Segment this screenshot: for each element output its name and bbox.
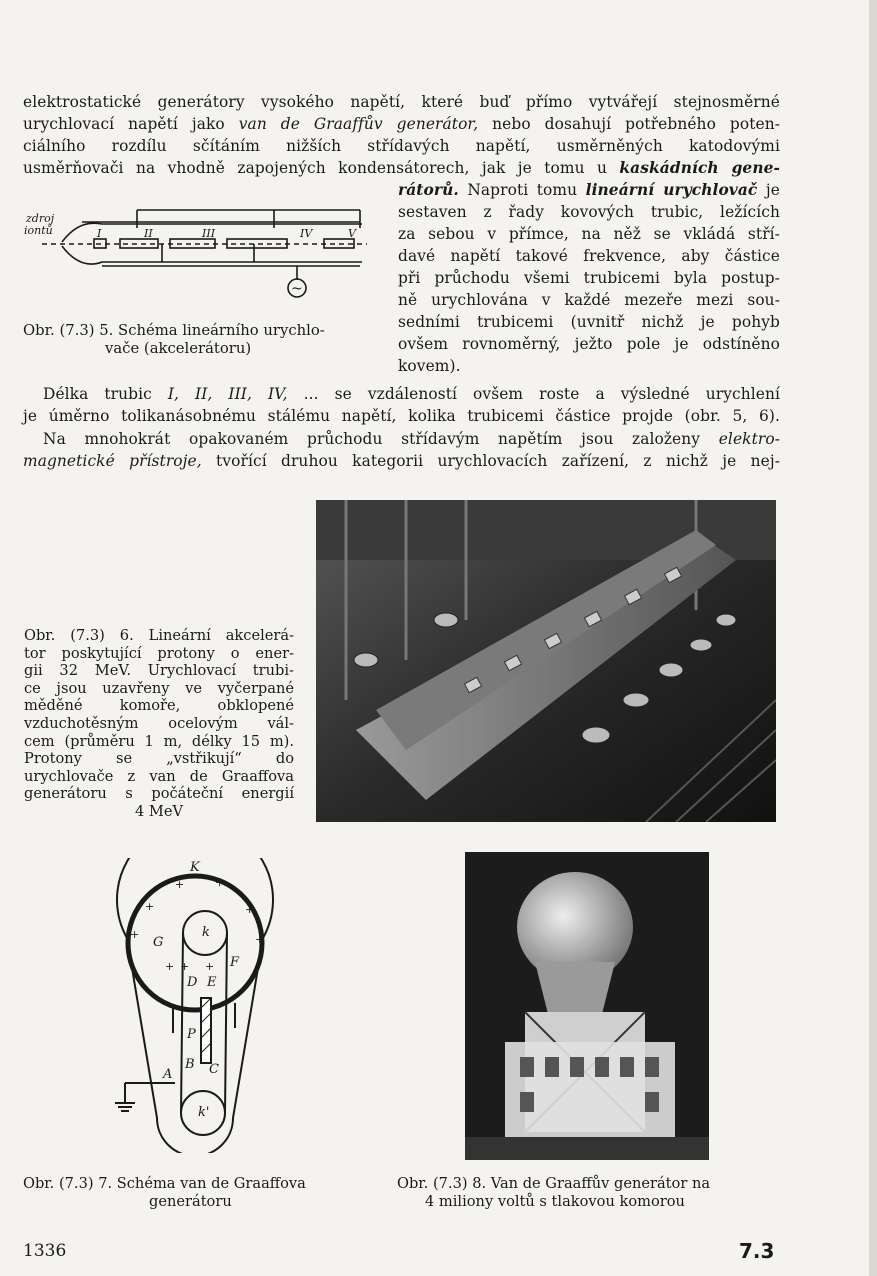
svg-text:+: + <box>145 900 155 913</box>
paragraph-1-top <box>23 91 780 179</box>
source-label-2: iontů <box>24 224 53 237</box>
svg-text:+: + <box>255 933 265 946</box>
text-line: usměrňovači na vhodně zapojených kondensátorech, jak je tomu u kaskádních gene- <box>23 159 780 177</box>
label-B: B <box>185 1057 195 1072</box>
label-k-prime: k' <box>198 1105 210 1120</box>
text-line: urychlovací napětí jako van de Graaffův generátor, nebo dosahují potřebného poten- <box>23 115 781 133</box>
text-line: magnetické přístroje, tvořící druhou kategorii urychlovacích zařízení, z nichž je nej- <box>23 452 781 470</box>
svg-text:+: + <box>165 960 175 973</box>
svg-text:+: + <box>215 876 225 889</box>
text-line: kovem). <box>398 357 461 375</box>
tube-label-2: II <box>144 227 153 240</box>
svg-text:+: + <box>130 928 140 941</box>
paragraph-2 <box>23 383 780 427</box>
paragraph-3 <box>23 428 780 472</box>
label-C: C <box>209 1062 219 1077</box>
van-de-graaff-photo-art <box>465 852 709 1160</box>
van-de-graaff-photo <box>465 852 709 1160</box>
linear-accelerator-photo <box>316 500 776 822</box>
label-K: K <box>190 860 200 875</box>
tube-label-3: III <box>202 227 216 240</box>
text-line: sestaven z řady kovových trubic, ležících <box>398 203 780 221</box>
label-A: A <box>163 1067 173 1082</box>
paragraph-1-column <box>398 179 780 377</box>
section-number: 7.3 <box>739 1239 775 1263</box>
text-line: ovšem rovnoměrný, ježto pole je odstíněno <box>398 335 780 353</box>
svg-text:+: + <box>205 960 215 973</box>
figure-8-caption: Obr. (7.3) 8. Van de Graaffův generátor na 4 miliony voltů s tlakovou komorou <box>397 1175 711 1210</box>
ac-source-symbol: ~ <box>291 281 303 297</box>
label-E: E <box>207 975 217 990</box>
label-D: D <box>187 975 198 990</box>
text-line: je úměrno tolikanásobnému stálému napětí, kolika trubicemi částice projde (obr. 5, 6). <box>23 407 780 425</box>
svg-text:+: + <box>245 903 255 916</box>
label-P: P <box>187 1027 196 1042</box>
van-de-graaff-diagram <box>105 858 285 1153</box>
linear-accelerator-photo-art <box>316 500 776 822</box>
tube-label-5: V <box>348 227 356 240</box>
tube-label-1: I <box>97 227 102 240</box>
text-line: při průchodu všemi trubicemi byla postup- <box>398 269 780 287</box>
tube-label-4: IV <box>300 227 313 240</box>
text-line: elektrostatické generátory vysokého napětí, které buď přímo vytvářejí stejnosměrné <box>23 93 780 111</box>
text-line: rátorů. Naproti tomu lineární urychlovač je <box>398 181 780 199</box>
label-G: G <box>153 935 164 950</box>
label-F: F <box>230 955 240 970</box>
text-line: Délka trubic I, II, III, IV, ... se vzdáleností ovšem roste a výsledné urychlení <box>43 385 780 403</box>
svg-text:+: + <box>175 878 185 891</box>
figure-6-caption: Obr. (7.3) 6. Lineární akcelerá- tor poskytující protony o ener- gii 32 MeV. Urychlovací trubi- ce jsou uzavřeny ve vyčerpané měděné komoře, obklopené vzduchotěsným ocelovým vál- cem (průměru 1 m, délky 15 m). Protony se „vstřikují“ do urychlovače z van de Graaffova generátoru s počáteční energií 4 MeV <box>24 627 294 820</box>
figure-7-caption: Obr. (7.3) 7. Schéma van de Graaffova generátoru <box>23 1175 306 1210</box>
figure-5-caption: Obr. (7.3) 5. Schéma lineárního urychlo- vače (akcelerátoru) <box>23 322 325 357</box>
source-label: zdroj <box>26 212 55 225</box>
linear-accelerator-diagram <box>22 200 367 305</box>
text-line: Na mnohokrát opakovaném průchodu střídavým napětím jsou založeny elektro- <box>43 430 780 448</box>
page-edge <box>869 0 877 1276</box>
text-line: ciálního rozdílu sčítáním nižších střídavých napětí, usměrněných katodovými <box>23 137 780 155</box>
svg-text:+: + <box>180 960 190 973</box>
text-line: davé napětí takové frekvence, aby částice <box>398 247 780 265</box>
text-line: sedními trubicemi (uvnitř nichž je pohyb <box>398 313 780 331</box>
text-line: ně urychlována v každé mezeře mezi sou- <box>398 291 780 309</box>
text-line: za sebou v přímce, na něž se vkládá stří- <box>398 225 780 243</box>
label-k: k <box>202 925 210 940</box>
page-number: 1336 <box>23 1241 67 1261</box>
